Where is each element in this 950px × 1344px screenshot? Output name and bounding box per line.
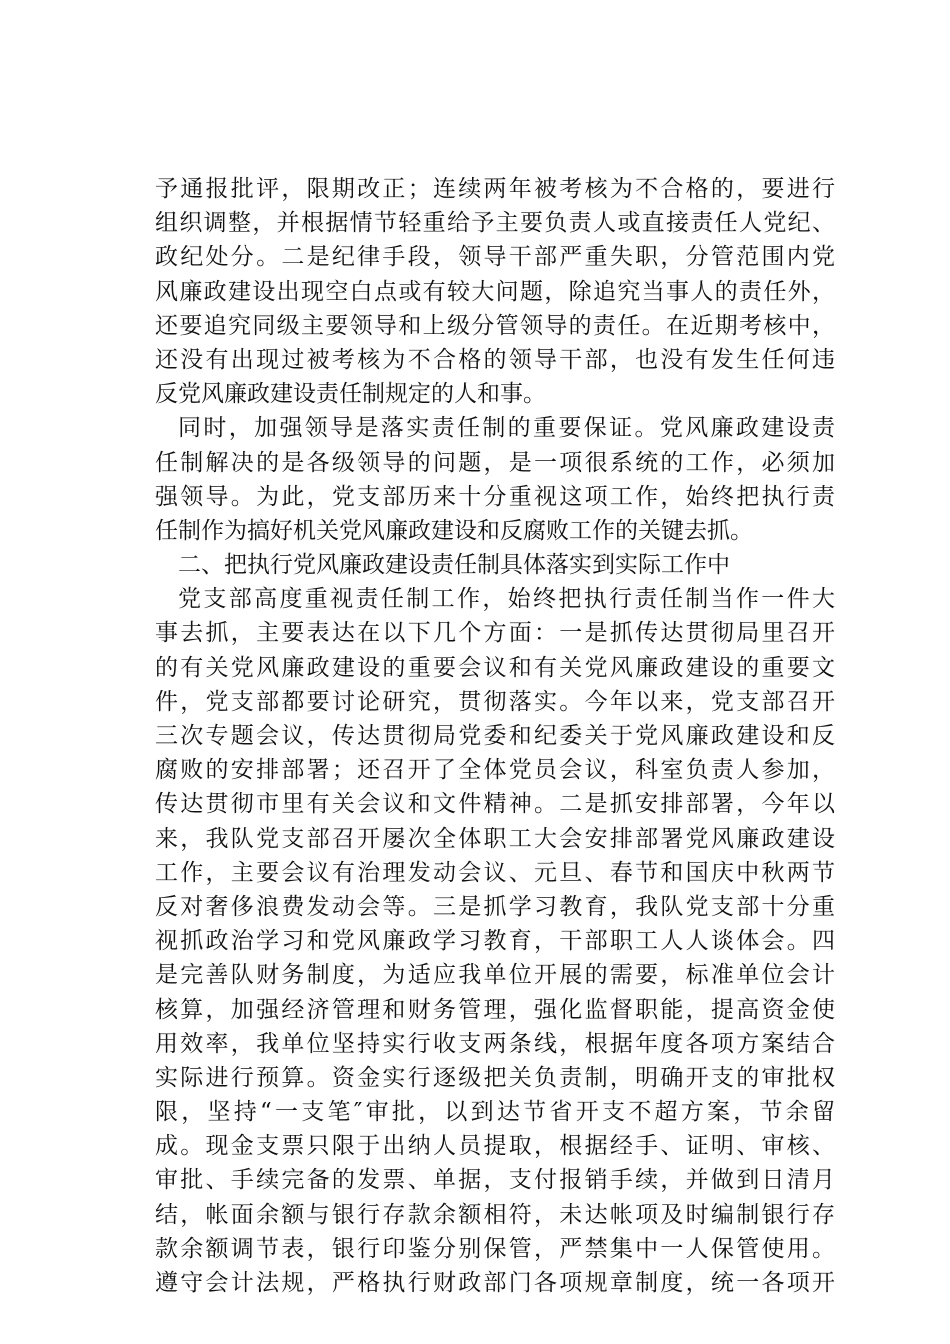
text-line: 来，我队党支部召开屡次全体职工大会安排部署党风廉政建设 xyxy=(155,825,835,852)
text-line: 件，党支部都要讨论研究，贯彻落实。今年以来，党支部召开 xyxy=(155,688,835,715)
text-line: 事去抓，主要表达在以下几个方面：一是抓传达贯彻局里召开 xyxy=(155,620,835,647)
text-line: 限，坚持“一支笔″审批，以到达节省开支不超方案，节余留 xyxy=(155,1099,835,1126)
text-line: 风廉政建设出现空白点或有较大问题，除追究当事人的责任外， xyxy=(155,278,835,305)
text-line: 组织调整，并根据情节轻重给予主要负责人或直接责任人党纪、 xyxy=(155,210,835,237)
text-line: 腐败的安排部署；还召开了全体党员会议，科室负责人参加， xyxy=(155,757,835,784)
text-line: 的有关党风廉政建设的重要会议和有关党风廉政建设的重要文 xyxy=(155,654,835,681)
text-line: 遵守会计法规，严格执行财政部门各项规章制度，统一各项开 xyxy=(155,1270,835,1296)
text-line: 任制解决的是各级领导的问题，是一项很系统的工作，必须加 xyxy=(155,449,835,476)
text-line: 传达贯彻市里有关会议和文件精神。二是抓安排部署，今年以 xyxy=(155,791,835,818)
text-line: 是完善队财务制度，为适应我单位开展的需要，标准单位会计 xyxy=(155,962,835,989)
text-line: 成。现金支票只限于出纳人员提取，根据经手、证明、审核、 xyxy=(155,1133,835,1160)
text-line: 工作，主要会议有治理发动会议、元旦、春节和国庆中秋两节 xyxy=(155,859,835,886)
text-line: 政纪处分。二是纪律手段，领导干部严重失职，分管范围内党 xyxy=(155,244,835,271)
text-line: 核算，加强经济管理和财务管理，强化监督职能，提高资金使 xyxy=(155,996,835,1023)
text-line: 实际进行预算。资金实行逐级把关负责制，明确开支的审批权 xyxy=(155,1064,835,1091)
text-line: 视抓政治学习和党风廉政学习教育，干部职工人人谈体会。四 xyxy=(155,928,835,955)
section-heading: 二、把执行党风廉政建设责任制具体落实到实际工作中 xyxy=(178,552,730,579)
text-line: 审批、手续完备的发票、单据，支付报销手续，并做到日清月 xyxy=(155,1167,835,1194)
text-line: 反党风廉政建设责任制规定的人和事。 xyxy=(155,381,546,408)
text-line: 党支部高度重视责任制工作，始终把执行责任制当作一件大 xyxy=(178,586,835,613)
text-line: 任制作为搞好机关党风廉政建设和反腐败工作的关键去抓。 xyxy=(155,517,753,544)
text-line: 同时，加强领导是落实责任制的重要保证。党风廉政建设责 xyxy=(178,415,835,442)
text-line: 反对奢侈浪费发动会等。三是抓学习教育，我队党支部十分重 xyxy=(155,893,835,920)
text-line: 还要追究同级主要领导和上级分管领导的责任。在近期考核中， xyxy=(155,312,835,339)
text-line: 三次专题会议，传达贯彻局党委和纪委关于党风廉政建设和反 xyxy=(155,723,835,749)
text-line: 还没有出现过被考核为不合格的领导干部，也没有发生任何违 xyxy=(155,346,835,373)
text-line: 予通报批评，限期改正；连续两年被考核为不合格的，要进行 xyxy=(155,176,835,202)
text-line: 款余额调节表，银行印鉴分别保管，严禁集中一人保管使用。 xyxy=(155,1235,835,1262)
document-body xyxy=(155,172,835,1300)
text-line: 结，帐面余额与银行存款余额相符，未达帐项及时编制银行存 xyxy=(155,1201,835,1228)
text-line: 用效率，我单位坚持实行收支两条线，根据年度各项方案结合 xyxy=(155,1030,835,1057)
text-line: 强领导。为此，党支部历来十分重视这项工作，始终把执行责 xyxy=(155,483,835,510)
